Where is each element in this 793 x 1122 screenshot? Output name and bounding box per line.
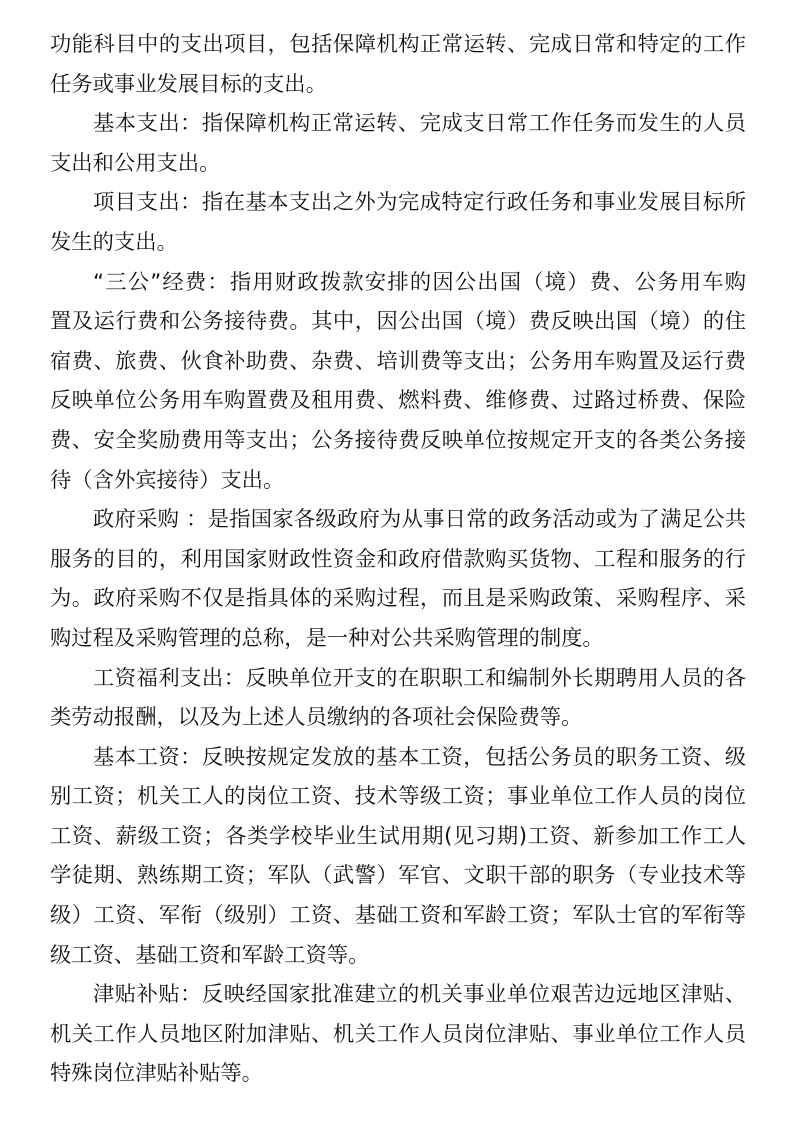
text-line: 支出和公用支出。 bbox=[50, 150, 221, 176]
paragraph bbox=[50, 975, 746, 1094]
text-line: 发生的支出。 bbox=[50, 229, 178, 255]
text-line: 津贴补贴：反映经国家批准建立的机关事业单位艰苦边远地区津贴、 bbox=[93, 982, 746, 1008]
text-line: 级）工资、军衔（级别）工资、基础工资和军龄工资；军队士官的军衔等 bbox=[50, 903, 746, 929]
text-line: 待（含外宾接待）支出。 bbox=[50, 467, 285, 493]
text-line: 工资、薪级工资；各类学校毕业生试用期(见习期)工资、新参加工作工人 bbox=[50, 823, 746, 849]
paragraph bbox=[50, 738, 746, 976]
text-line: “三公”经费：指用财政拨款安排的因公出国（境）费、公务用车购 bbox=[93, 269, 746, 295]
text-line: 别工资；机关工人的岗位工资、技术等级工资；事业单位工作人员的岗位 bbox=[50, 784, 746, 810]
paragraph bbox=[50, 104, 746, 183]
text-line: 学徒期、熟练期工资；军队（武警）军官、文职干部的职务（专业技术等 bbox=[50, 863, 746, 889]
text-line: 服务的目的，利用国家财政性资金和政府借款购买货物、工程和服务的行 bbox=[50, 546, 746, 572]
text-line: 置及运行费和公务接待费。其中，因公出国（境）费反映出国（境）的住 bbox=[50, 309, 746, 335]
document-body bbox=[50, 25, 746, 1094]
text-line: 购过程及采购管理的总称，是一种对公共采购管理的制度。 bbox=[50, 625, 604, 651]
text-line: 费、安全奖励费用等支出；公务接待费反映单位按规定开支的各类公务接 bbox=[50, 427, 746, 453]
text-line: 政府采购 ：是指国家各级政府为从事日常的政务活动或为了满足公共 bbox=[93, 507, 746, 533]
text-line: 基本工资：反映按规定发放的基本工资，包括公务员的职务工资、级 bbox=[93, 744, 746, 770]
text-line: 基本支出：指保障机构正常运转、完成支日常工作任务而发生的人员 bbox=[93, 111, 746, 137]
text-line: 特殊岗位津贴补贴等。 bbox=[50, 1061, 263, 1087]
text-line: 为。政府采购不仅是指具体的采购过程，而且是采购政策、采购程序、采 bbox=[50, 586, 746, 612]
text-line: 反映单位公务用车购置费及租用费、燃料费、维修费、过路过桥费、保险 bbox=[50, 388, 746, 414]
paragraph bbox=[50, 183, 746, 262]
text-line: 项目支出：指在基本支出之外为完成特定行政任务和事业发展目标所 bbox=[93, 190, 746, 216]
text-line: 级工资、基础工资和军龄工资等。 bbox=[50, 942, 370, 968]
text-line: 宿费、旅费、伙食补助费、杂费、培训费等支出；公务用车购置及运行费 bbox=[50, 348, 746, 374]
paragraph bbox=[50, 263, 746, 501]
paragraph bbox=[50, 500, 746, 658]
paragraph bbox=[50, 25, 746, 104]
text-line: 机关工作人员地区附加津贴、机关工作人员岗位津贴、事业单位工作人员 bbox=[50, 1021, 746, 1047]
paragraph bbox=[50, 659, 746, 738]
text-line: 功能科目中的支出项目，包括保障机构正常运转、完成日常和特定的工作 bbox=[50, 32, 746, 57]
text-line: 任务或事业发展目标的支出。 bbox=[50, 71, 327, 97]
text-line: 类劳动报酬，以及为上述人员缴纳的各项社会保险费等。 bbox=[50, 705, 583, 731]
text-line: 工资福利支出：反映单位开支的在职职工和编制外长期聘用人员的各 bbox=[93, 665, 746, 691]
